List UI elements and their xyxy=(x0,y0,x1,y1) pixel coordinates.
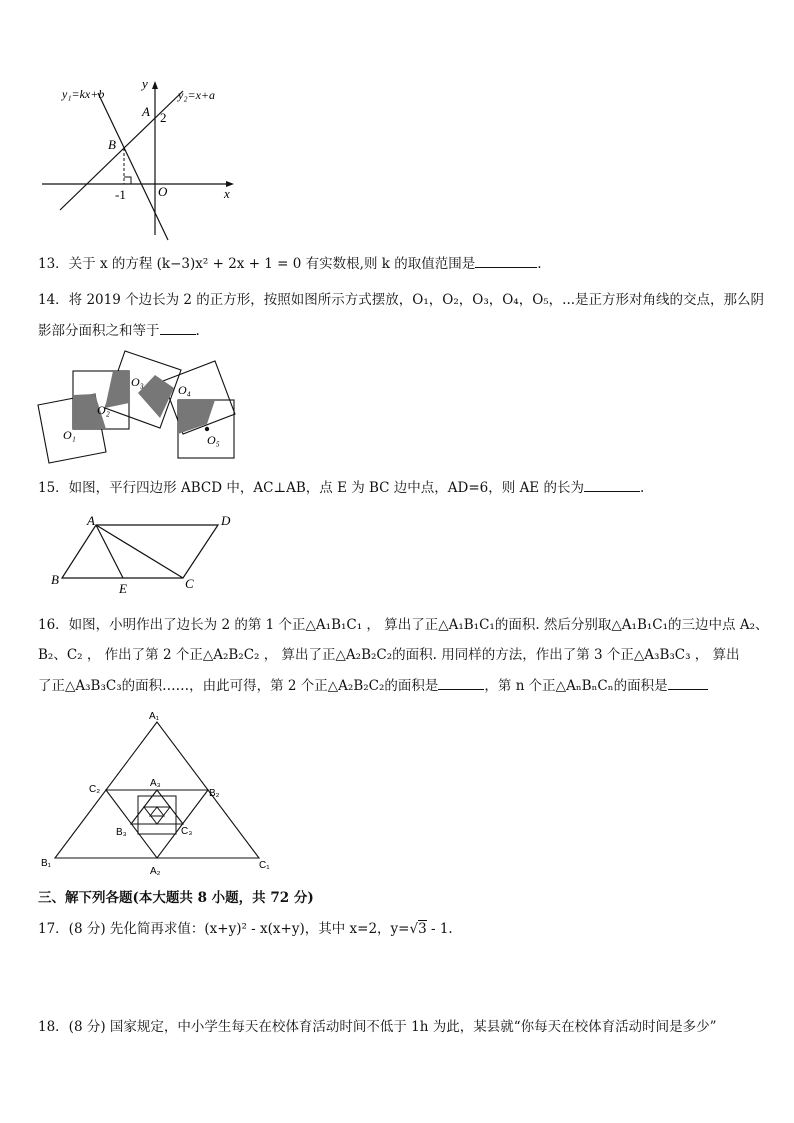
label-b1: B₁ xyxy=(41,858,52,869)
label-a3: A₃ xyxy=(150,778,161,789)
label-b2: B₂ xyxy=(209,788,220,799)
label-point-a: A xyxy=(142,104,150,119)
question-15-text: 15．如图，平行四边形 ABCD 中，AC⊥AB，点 E 为 BC 边中点，AD=6，则 AE 的长为 xyxy=(38,480,584,496)
label-o1: O₁ xyxy=(63,428,76,442)
label-b3: B₃ xyxy=(116,827,127,838)
answer-blank-15[interactable] xyxy=(584,477,640,492)
label-o5: O₅ xyxy=(207,433,220,447)
label-o2: O₂ xyxy=(97,403,110,417)
answer-blank-13[interactable] xyxy=(475,253,537,268)
label-d: D xyxy=(221,513,231,528)
answer-blank-16a[interactable] xyxy=(438,675,484,690)
sqrt-symbol: √ xyxy=(409,921,419,937)
question-13-end: . xyxy=(537,256,542,272)
question-17-text: 17．(8 分) 先化简再求值：(x+y)² - x(x+y)，其中 x=2，y= xyxy=(38,921,410,937)
question-15-end: . xyxy=(639,480,645,496)
question-16-mid: ，第 n 个正△AₙBₙCₙ的面积是 xyxy=(484,678,668,694)
parallelogram-figure xyxy=(48,510,243,595)
label-origin: O xyxy=(158,184,168,199)
question-16-line-1: 16．如图，小明作出了边长为 2 的第 1 个正△A₁B₁C₁ ， 算出了正△A₁B₁C₁的面积. 然后分别取△A₁B₁C₁的三边中点 A₂、 xyxy=(38,617,769,633)
label-c2: C₂ xyxy=(89,784,101,795)
answer-blank-16b[interactable] xyxy=(668,675,708,690)
question-14-line-1: 14．将 2019 个边长为 2 的正方形，按照如图所示方式摆放，O₁，O₂，O₃，O₄，O₅，...是正方形对角线的交点，那么阴 xyxy=(38,292,765,308)
label-b: B xyxy=(51,572,59,587)
center-dot-o5 xyxy=(205,427,209,431)
label-e: E xyxy=(119,581,127,595)
label-two: 2 xyxy=(160,110,167,125)
nested-triangles-figure xyxy=(38,708,278,878)
label-o4: O₄ xyxy=(178,383,191,397)
question-16-line-3 xyxy=(38,675,708,697)
question-16-line-3-text: 了正△A₃B₃C₃的面积……，由此可得，第 2 个正△A₂B₂C₂的面积是 xyxy=(38,678,439,694)
label-y-axis: y xyxy=(142,76,148,91)
question-14-end: . xyxy=(195,323,200,339)
section-3-heading: 三、解下列各题(本大题共 8 小题，共 72 分) xyxy=(38,890,314,906)
question-15 xyxy=(38,477,644,499)
question-16-line-2: B₂、C₂ ， 作出了第 2 个正△A₂B₂C₂ ， 算出了正△A₂B₂C₂的面积. 用同样的方法，作出了第 3 个正△A₃B₃C₃ ， 算出 xyxy=(38,647,740,663)
label-x-axis: x xyxy=(224,186,230,201)
label-o3: O₃ xyxy=(131,375,144,389)
label-a1: A₁ xyxy=(149,711,160,722)
linear-function-graph xyxy=(38,75,248,245)
label-neg-one: -1 xyxy=(115,187,126,202)
label-point-b: B xyxy=(108,137,116,152)
sqrt-argument: 3 xyxy=(418,921,427,937)
question-18: 18．(8 分) 国家规定，中小学生每天在校体育活动时间不低于 1h 为此，某县就“你每天在校体育活动时间是多少” xyxy=(38,1019,717,1035)
answer-blank-14[interactable] xyxy=(160,320,196,335)
label-c: C xyxy=(185,576,194,591)
question-14-line-2 xyxy=(38,320,200,342)
label-c3: C₃ xyxy=(181,826,193,837)
label-y1: y₁=kx+b xyxy=(62,87,105,101)
question-13-text: 13．关于 x 的方程 (k−3)x² + 2x + 1 = 0 有实数根,则 k 的取值范围是 xyxy=(38,256,476,272)
question-13 xyxy=(38,253,542,275)
question-17 xyxy=(38,918,453,940)
label-a2: A₂ xyxy=(150,866,161,877)
overlapping-squares-figure xyxy=(35,348,240,470)
question-14-line-2-text: 影部分面积之和等于 xyxy=(38,323,160,339)
label-a: A xyxy=(87,513,95,528)
label-y2: y₂=x+a xyxy=(178,88,216,102)
label-c1: C₁ xyxy=(259,860,270,871)
question-17-tail: - 1. xyxy=(426,921,453,937)
